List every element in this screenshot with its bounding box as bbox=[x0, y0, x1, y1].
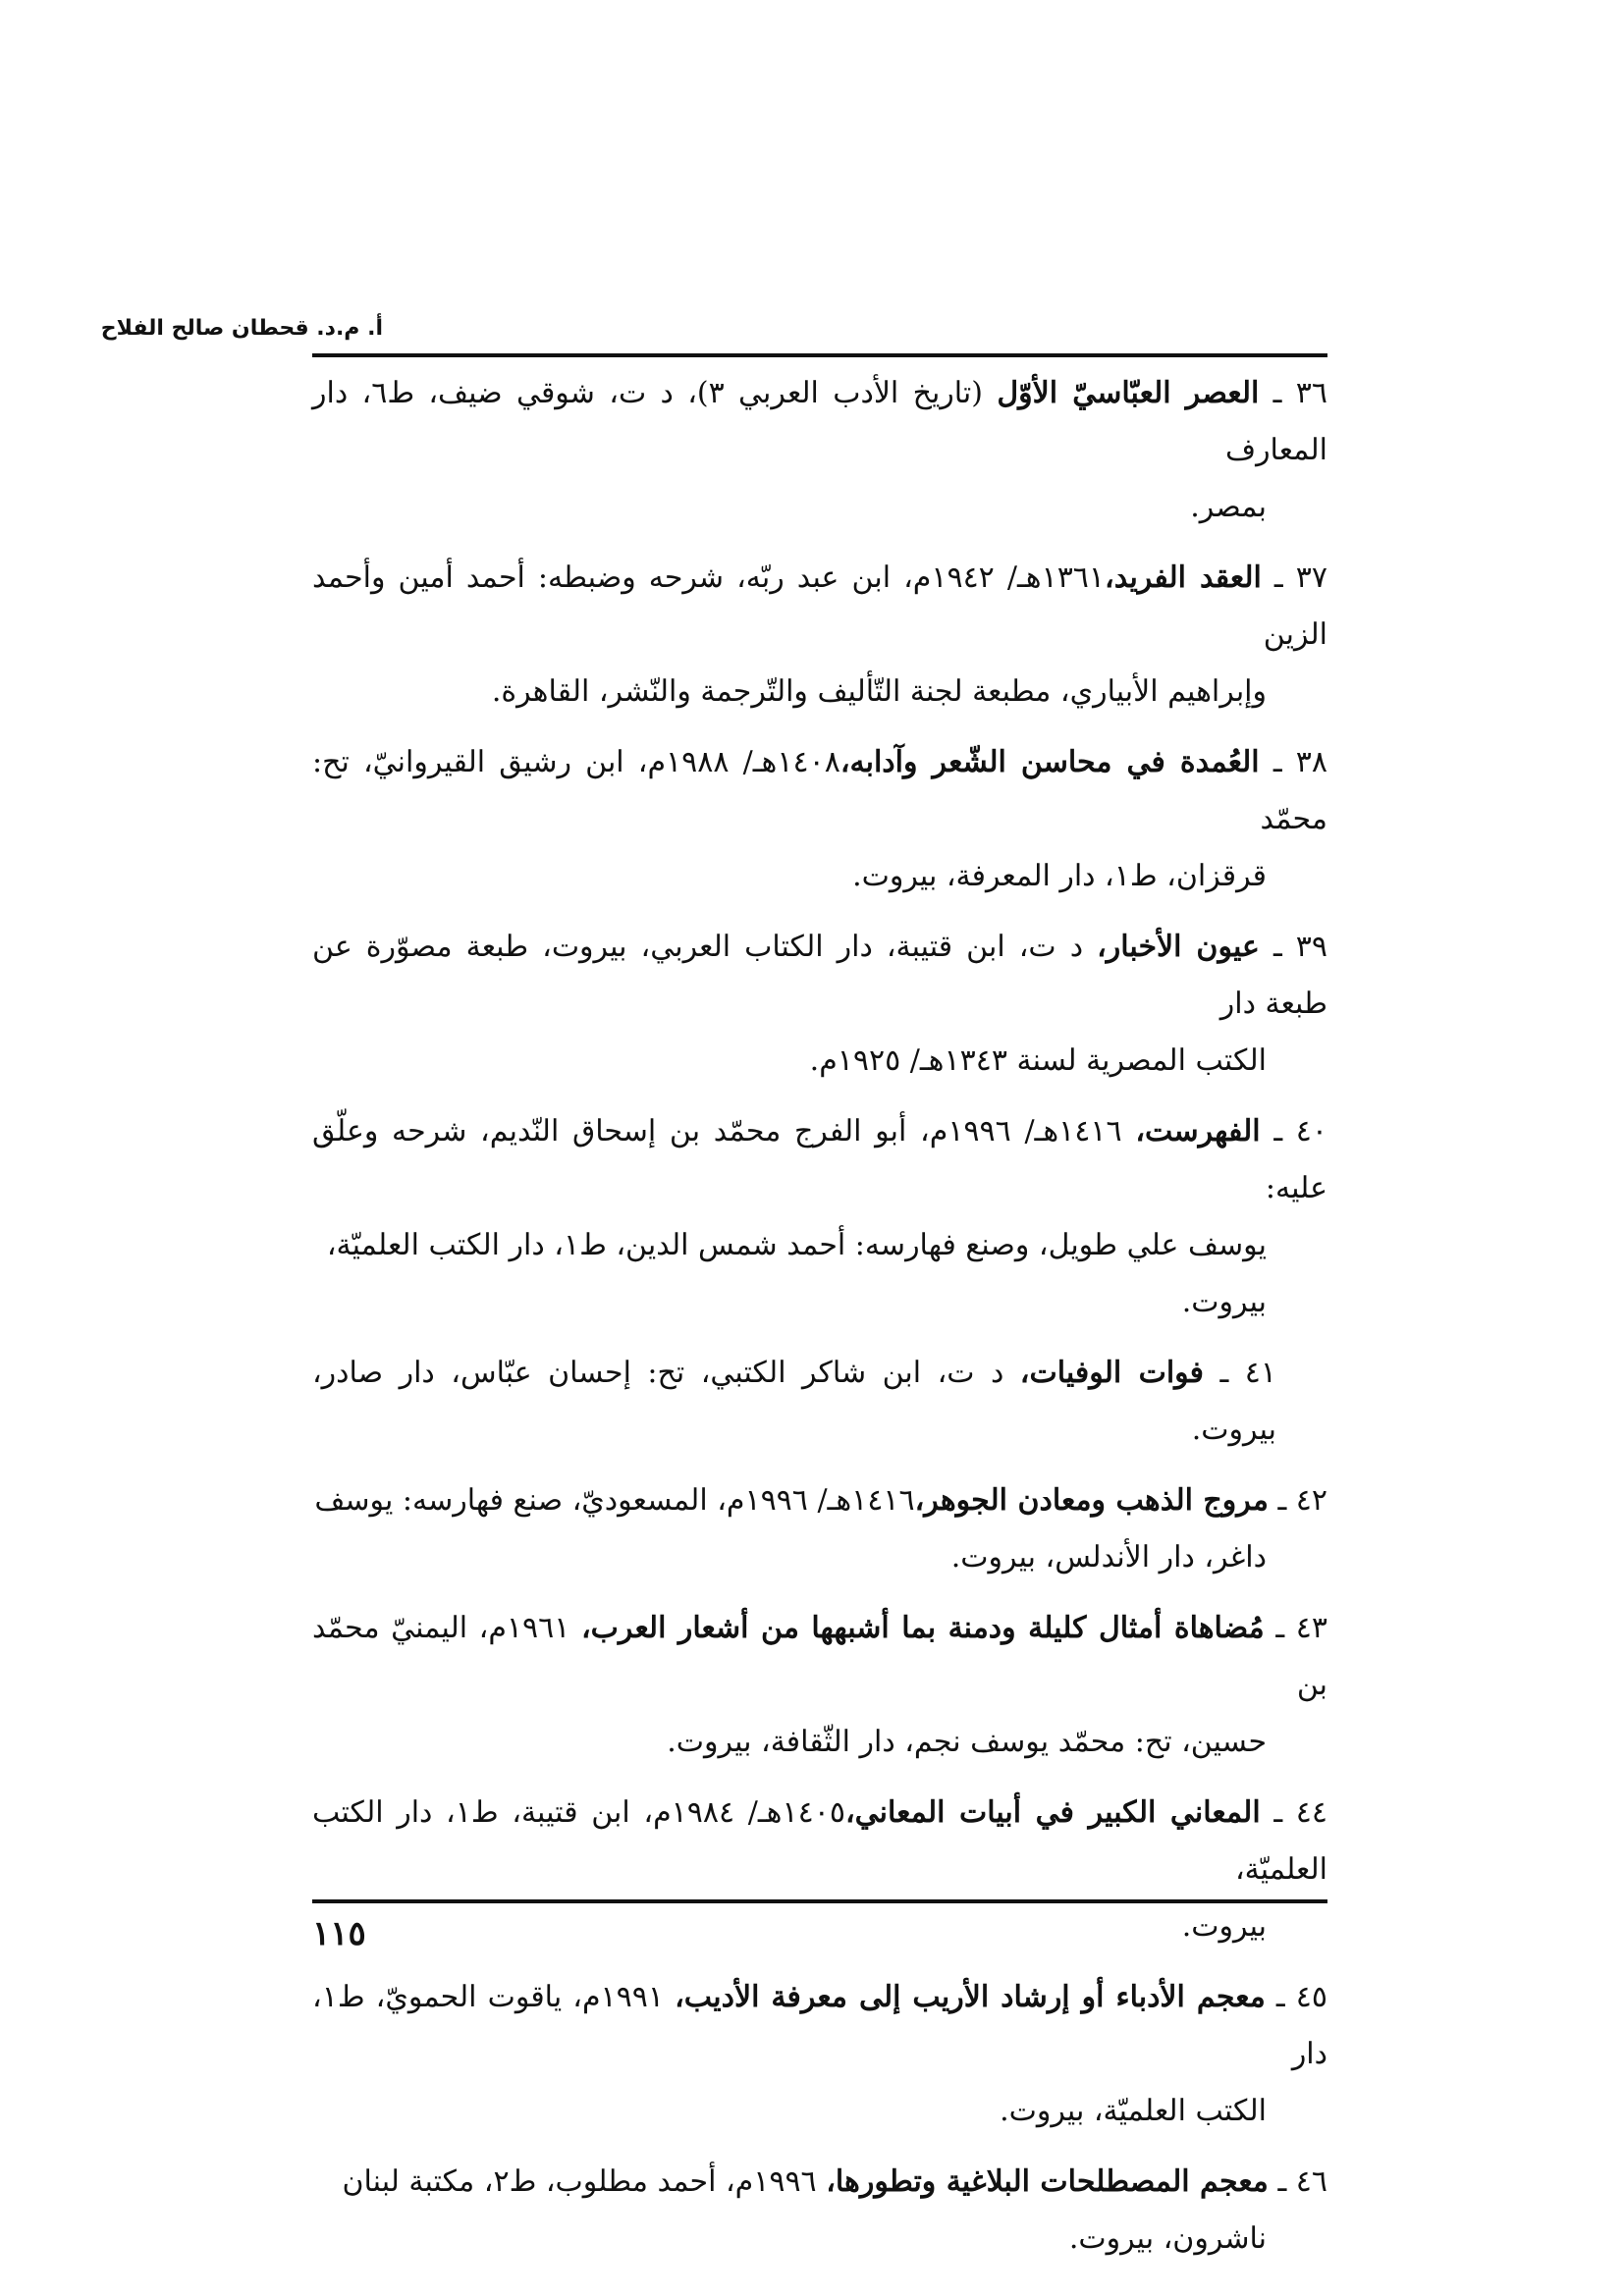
entry-title: معجم المصطلحات البلاغية وتطورها، bbox=[826, 2164, 1269, 2199]
bibliography-entry bbox=[312, 919, 1327, 1090]
entry-text: ١٩٦١م، اليمنيّ محمّد بن bbox=[312, 1611, 1327, 1702]
entry-title: معجم الأدباء أو إرشاد الأريب إلى معرفة الأديب، bbox=[675, 1980, 1266, 2014]
entry-number: ٤٣ ـ bbox=[1275, 1611, 1327, 1645]
entry-continuation: داغر، دار الأندلس، بيروت. bbox=[950, 1540, 1267, 1575]
entry-title: فوات الوفيات، bbox=[1019, 1356, 1205, 1390]
entry-number: ٤١ ـ bbox=[1219, 1356, 1276, 1390]
entry-continuation: الكتب العلميّة، بيروت. bbox=[1000, 2094, 1267, 2128]
entry-text: ١٤٠٨هـ/ ١٩٨٨م، ابن رشيق القيروانيّ، تح: محمّد bbox=[312, 745, 1327, 836]
entry-number: ٣٨ ـ bbox=[1272, 745, 1327, 779]
page-number: ١١٥ bbox=[312, 1914, 366, 1953]
entry-text: ١٣٦١هـ/ ١٩٤٢م، ابن عبد ربّه، شرحه وضبطه: أحمد أمين وأحمد الزين bbox=[312, 561, 1327, 652]
entry-title: مُضاهاة أمثال كليلة ودمنة بما أشبهها من أشعار العرب، bbox=[580, 1611, 1265, 1645]
bibliography-entry bbox=[312, 1103, 1327, 1331]
entry-continuation: حسين، تح: محمّد يوسف نجم، دار الثّقافة، بيروت. bbox=[667, 1725, 1267, 1759]
entry-title: العُمدة في محاسن الشّعر وآدابه، bbox=[839, 745, 1260, 779]
entry-title: مروج الذهب ومعادن الجوهر، bbox=[914, 1483, 1269, 1518]
entry-number: ٤٥ ـ bbox=[1275, 1980, 1327, 2014]
bibliography-entry bbox=[312, 734, 1327, 905]
entry-text: ١٩٩١م، ياقوت الحمويّ، ط١، دار bbox=[312, 1980, 1327, 2071]
entry-continuation: بيروت. bbox=[1181, 1285, 1267, 1319]
entry-text: ١٤١٦هـ/ ١٩٩٦م، المسعوديّ، صنع فهارسه: يوسف bbox=[314, 1483, 915, 1518]
entry-continuation: الكتب المصرية لسنة ١٣٤٣هـ/ ١٩٢٥م. bbox=[809, 1043, 1267, 1078]
entry-text: ١٩٩٦م، أحمد مطلوب، ط٢، مكتبة لبنان bbox=[342, 2164, 827, 2199]
bibliography-entry bbox=[312, 1345, 1327, 1459]
entry-number: ٤٠ ـ bbox=[1273, 1114, 1328, 1148]
entry-text: د ت، ابن قتيبة، دار الكتاب العربي، بيروت، طبعة مصوّرة عن طبعة دار bbox=[312, 930, 1327, 1021]
entry-number: ٣٧ ـ bbox=[1273, 561, 1327, 595]
footer-rule bbox=[312, 1899, 1327, 1903]
entry-number: ٣٦ ـ bbox=[1272, 376, 1327, 410]
bibliography-list bbox=[312, 365, 1327, 2281]
bibliography-entry bbox=[312, 2154, 1327, 2268]
entry-continuation: بيروت. bbox=[1181, 1909, 1267, 1944]
entry-text: (تاريخ الأدب العربي ٣)، د ت، شوقي ضيف، ط٦، دار المعارف bbox=[312, 376, 1327, 467]
entry-continuation: قرقزان، ط١، دار المعرفة، بيروت. bbox=[852, 859, 1267, 893]
entry-text: ١٤٠٥هـ/ ١٩٨٤م، ابن قتيبة، ط١، دار الكتب العلميّة، bbox=[312, 1795, 1327, 1887]
bibliography-entry bbox=[312, 365, 1327, 536]
entry-continuation: ناشرون، بيروت. bbox=[1068, 2221, 1267, 2256]
running-header-author: أ. م.د. قحطان صالح الفلاح bbox=[100, 316, 383, 341]
entry-continuation: وإبراهيم الأبياري، مطبعة لجنة التّأليف والتّرجمة والنّشر، القاهرة. bbox=[491, 674, 1267, 709]
entry-text: د ت، ابن شاكر الكتبي، تح: إحسان عبّاس، دار صادر، بيروت. bbox=[312, 1356, 1276, 1447]
entry-text: ١٤١٦هـ/ ١٩٩٦م، أبو الفرج محمّد بن إسحاق النّديم، شرحه وعلّق عليه: bbox=[312, 1114, 1327, 1205]
entry-continuation: يوسف علي طويل، وصنع فهارسه: أحمد شمس الدين، ط١، دار الكتب العلميّة، bbox=[326, 1228, 1267, 1262]
entry-number: ٤٦ ـ bbox=[1277, 2164, 1327, 2199]
entry-title: عيون الأخبار، bbox=[1097, 930, 1260, 964]
bibliography-entry bbox=[312, 550, 1327, 721]
bibliography-entry bbox=[312, 1600, 1327, 1771]
entry-number: ٤٤ ـ bbox=[1273, 1795, 1328, 1830]
entry-number: ٣٩ ـ bbox=[1272, 930, 1328, 964]
bibliography-entry bbox=[312, 1785, 1327, 1955]
entry-title: الفهرست، bbox=[1135, 1114, 1261, 1148]
entry-title: العقد الفريد، bbox=[1105, 561, 1262, 595]
entry-number: ٤٢ ـ bbox=[1277, 1483, 1327, 1518]
bibliography-entry bbox=[312, 1969, 1327, 2140]
bibliography-entry bbox=[312, 1472, 1327, 1586]
entry-title: العصر العبّاسيّ الأوّل bbox=[997, 376, 1260, 410]
entry-title: المعاني الكبير في أبيات المعاني، bbox=[844, 1795, 1261, 1830]
entry-continuation: بمصر. bbox=[1190, 490, 1267, 524]
header-rule bbox=[312, 353, 1327, 357]
